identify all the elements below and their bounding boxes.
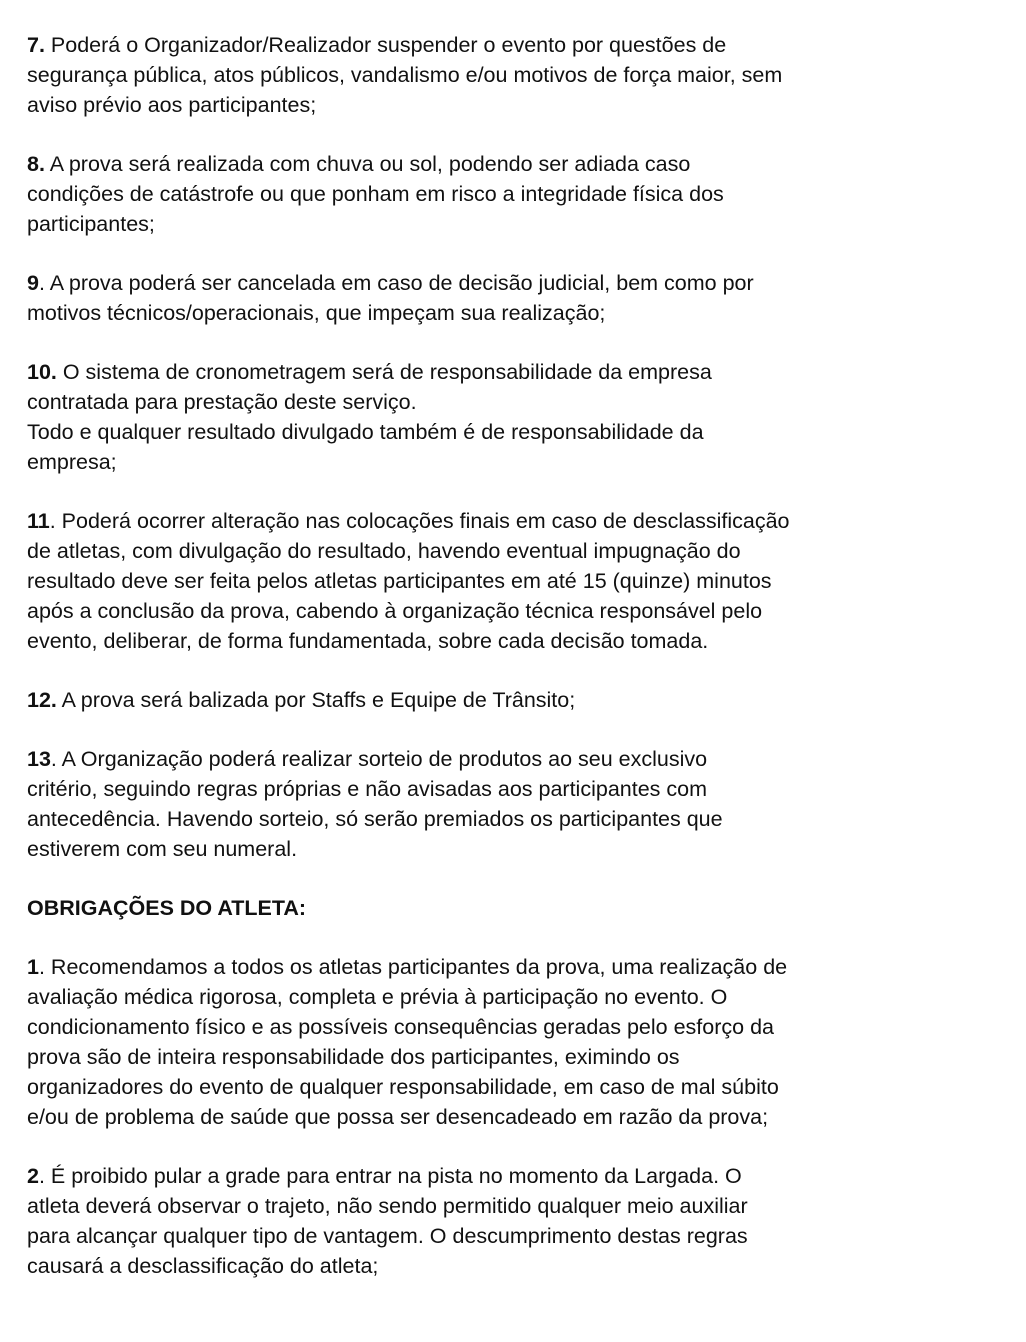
paragraph-line (27, 744, 1002, 774)
line-text: O sistema de cronometragem será de responsabilidade da empresa (56, 360, 712, 384)
item-number: 10. (27, 360, 57, 384)
item-number: 7. (27, 33, 45, 57)
paragraph-line: prova são de inteira responsabilidade dos participantes, eximindo os (27, 1045, 680, 1069)
line-text: A prova será realizada com chuva ou sol, podendo ser adiada caso (44, 152, 691, 176)
line-text: . Recomendamos a todos os atletas participantes da prova, uma realização de (38, 955, 788, 979)
paragraph-7 (27, 30, 1002, 120)
paragraph-line: evento, deliberar, de forma fundamentada, sobre cada decisão tomada. (27, 629, 709, 653)
section-heading: OBRIGAÇÕES DO ATLETA: (27, 896, 307, 920)
paragraph-line (27, 268, 1002, 298)
paragraph-line: organizadores do evento de qualquer responsabilidade, em caso de mal súbito (27, 1075, 779, 1099)
paragraph-line: segurança pública, atos públicos, vandalismo e/ou motivos de força maior, sem (27, 63, 783, 87)
paragraph-line (27, 149, 1002, 179)
paragraph-line: antecedência. Havendo sorteio, só serão premiados os participantes que (27, 807, 723, 831)
paragraph-line: motivos técnicos/operacionais, que impeçam sua realização; (27, 301, 606, 325)
item-number: 13 (27, 747, 51, 771)
paragraph-8 (27, 149, 1002, 239)
item-number: 11 (27, 509, 50, 533)
paragraph-line (27, 357, 1002, 387)
paragraph-line (27, 952, 1002, 982)
paragraph-line: estiverem com seu numeral. (27, 837, 298, 861)
paragraph-line: resultado deve ser feita pelos atletas participantes em até 15 (quinze) minutos (27, 569, 772, 593)
paragraph-line: Todo e qualquer resultado divulgado também é de responsabilidade da (27, 420, 704, 444)
paragraph-line (27, 30, 1002, 60)
obligation-2 (27, 1161, 1002, 1281)
item-number: 9 (27, 271, 39, 295)
paragraph-line: atleta deverá observar o trajeto, não sendo permitido qualquer meio auxiliar (27, 1194, 748, 1218)
paragraph-line: para alcançar qualquer tipo de vantagem. O descumprimento destas regras (27, 1224, 748, 1248)
paragraph-line: critério, seguindo regras próprias e não avisadas aos participantes com (27, 777, 708, 801)
paragraph-line: condições de catástrofe ou que ponham em risco a integridade física dos (27, 182, 724, 206)
paragraph-line: contratada para prestação deste serviço. (27, 390, 417, 414)
line-text: Poderá o Organizador/Realizador suspender o evento por questões de (44, 33, 727, 57)
paragraph-line (27, 506, 1002, 536)
line-text: . Poderá ocorrer alteração nas colocações finais em caso de desclassificação (49, 509, 790, 533)
document-page (27, 30, 1002, 1310)
paragraph-line: participantes; (27, 212, 155, 236)
paragraph-line: condicionamento físico e as possíveis consequências geradas pelo esforço da (27, 1015, 774, 1039)
paragraph-12 (27, 685, 1002, 715)
paragraph-11 (27, 506, 1002, 656)
line-text: . A Organização poderá realizar sorteio de produtos ao seu exclusivo (50, 747, 708, 771)
paragraph-10 (27, 357, 1002, 477)
item-number: 8. (27, 152, 45, 176)
line-text: . A prova poderá ser cancelada em caso de decisão judicial, bem como por (38, 271, 754, 295)
paragraph-line (27, 685, 1002, 715)
paragraph-line: de atletas, com divulgação do resultado, havendo eventual impugnação do (27, 539, 741, 563)
paragraph-line (27, 1161, 1002, 1191)
obligation-1 (27, 952, 1002, 1132)
item-number: 1 (27, 955, 39, 979)
paragraph-line: avaliação médica rigorosa, completa e prévia à participação no evento. O (27, 985, 728, 1009)
paragraph-line: aviso prévio aos participantes; (27, 93, 317, 117)
paragraph-13 (27, 744, 1002, 864)
item-number: 2 (27, 1164, 39, 1188)
line-text: A prova será balizada por Staffs e Equipe de Trânsito; (56, 688, 576, 712)
paragraph-9 (27, 268, 1002, 328)
paragraph-line: e/ou de problema de saúde que possa ser desencadeado em razão da prova; (27, 1105, 769, 1129)
item-number: 12. (27, 688, 57, 712)
line-text: . É proibido pular a grade para entrar na pista no momento da Largada. O (38, 1164, 742, 1188)
paragraph-line: empresa; (27, 450, 117, 474)
paragraph-line: causará a desclassificação do atleta; (27, 1254, 379, 1278)
paragraph-line: após a conclusão da prova, cabendo à organização técnica responsável pelo (27, 599, 763, 623)
